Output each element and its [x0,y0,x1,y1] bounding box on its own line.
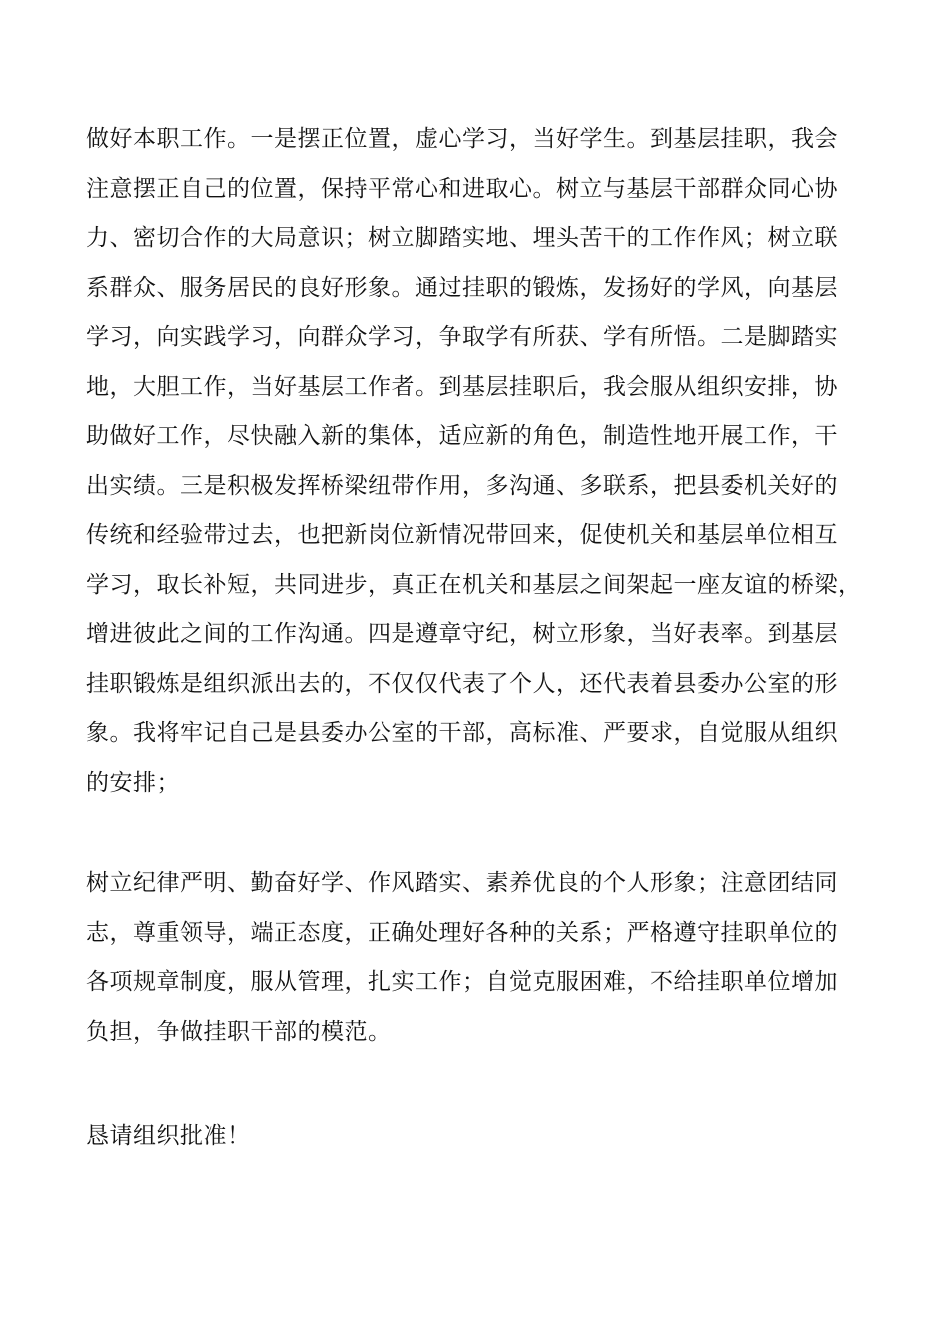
closing-request [86,1112,876,1162]
text-line: 做好本职工作。一是摆正位置，虚心学习，当好学生。到基层挂职，我会 [86,126,838,152]
text-line: 挂职锻炼是组织派出去的，不仅仅代表了个人，还代表着县委办公室的形 [86,670,838,697]
text-line: 传统和经验带过去，也把新岗位新情况带回来，促使机关和基层单位相互 [86,522,838,548]
text-line: 学习，向实践学习，向群众学习，争取学有所获、学有所悟。二是脚踏实 [86,324,838,350]
text-line: 恳请组织批准！ [86,1123,251,1149]
text-line: 的安排； [86,769,180,796]
body-paragraph-duties [86,115,876,808]
text-line: 学习，取长补短，共同进步，真正在机关和基层之间架起一座友谊的桥梁， [86,571,862,598]
text-line: 志，尊重领导，端正态度，正确处理好各种的关系；严格遵守挂职单位的 [86,919,838,946]
text-line: 助做好工作，尽快融入新的集体，适应新的角色，制造性地开展工作，干 [86,423,838,449]
text-line: 注意摆正自己的位置，保持平常心和进取心。树立与基层干部群众同心协 [86,175,838,202]
text-line: 出实绩。三是积极发挥桥梁纽带作用，多沟通、多联系，把县委机关好的 [86,472,838,499]
text-line: 地，大胆工作，当好基层工作者。到基层挂职后，我会服从组织安排，协 [86,373,838,400]
body-paragraph-conduct [86,859,876,1057]
text-line: 力、密切合作的大局意识；树立脚踏实地、埋头苦干的工作作风；树立联 [86,225,838,251]
text-line: 各项规章制度，服从管理，扎实工作；自觉克服困难，不给挂职单位增加 [86,969,838,995]
text-line: 象。我将牢记自己是县委办公室的干部，高标准、严要求，自觉服从组织 [86,720,838,746]
text-line: 树立纪律严明、勤奋好学、作风踏实、素养优良的个人形象；注意团结同 [86,870,838,896]
text-line: 增进彼此之间的工作沟通。四是遵章守纪，树立形象，当好表率。到基层 [86,621,838,647]
text-line: 负担，争做挂职干部的模范。 [86,1018,392,1045]
text-line: 系群众、服务居民的良好形象。通过挂职的锻炼，发扬好的学风，向基层 [86,274,838,301]
